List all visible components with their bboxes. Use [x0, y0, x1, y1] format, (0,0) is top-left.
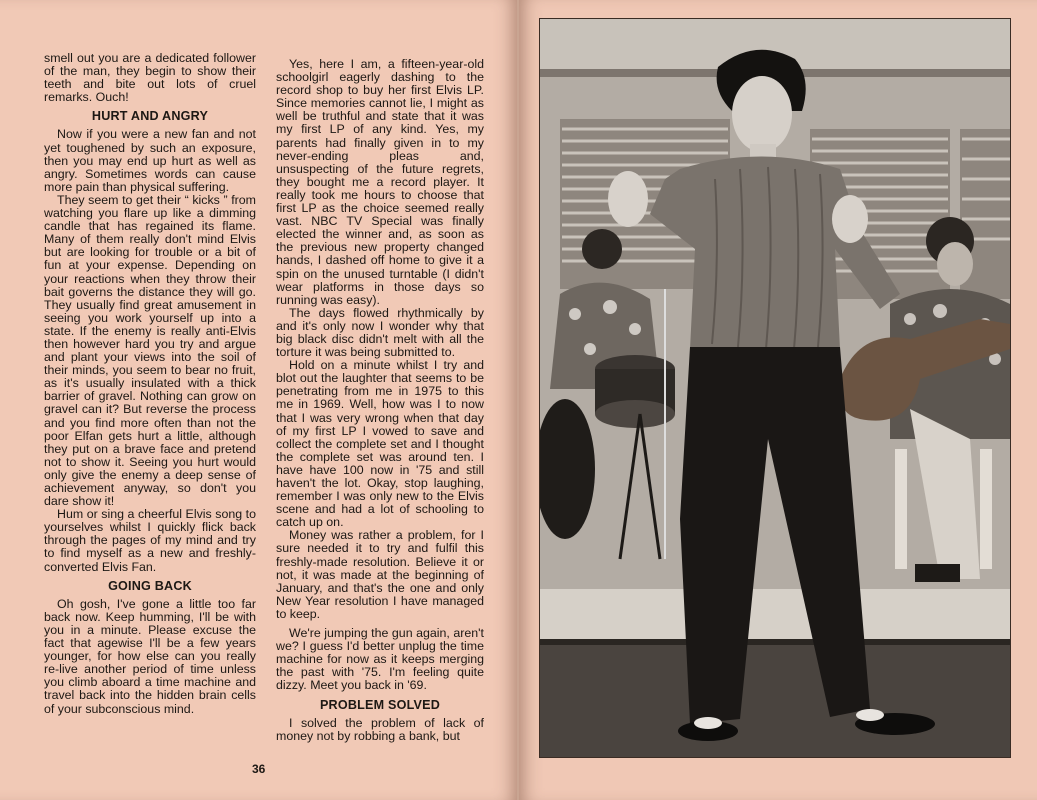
- paragraph: Oh gosh, I've gone a little too far back now. Keep humming, I'll be with you in a minute. Please excuse the fact that agewise I'll be a few years younger, for how else can you really re-live another period of time unless you climb aboard a time machine and travel back into the hidden brain cells of your subconscious mind.: [44, 596, 256, 716]
- text-column-2: [276, 58, 484, 743]
- paragraph: Now if you were a new fan and not yet toughened by such an exposure, then you may end up hurt as well as angry. Sometimes words can cause more pain than physical suffering.: [44, 127, 256, 194]
- paragraph: Yes, here I am, a fifteen-year-old schoolgirl eagerly dashing to the record shop to buy her first Elvis LP. Since memories cannot lie, I might as well be truthful and state that it was my first LP of any kind. Yes, my parents had finally given in to my never-ending pleas and, unsuspecting of the future regrets, they bought me a record player. It really took me hours to choose that first LP as the choice seemed really vast. NBC TV Special was finally elected the winner and, as soon as the previous new property changed hands, I dashed off home to give it a spin on the unused turntable (I didn't wear platforms in those days so running was easy).: [276, 57, 484, 307]
- page-number: 36: [252, 762, 266, 776]
- paragraph: They seem to get their “ kicks ” from watching you flare up like a dimming candle that has regained its flame. Many of them really don't mind Elvis but are looking for trouble or a bit of fun at your expense. Depending on your reactions when they throw their bait governs the distance they will go. They usually find great amusement in seeing you work yourself up into a state. If the enemy is really anti-Elvis then however hard you try and argue and plant your views into the soil of their minds, you seem to bear no fruit, as it's usually insulated with a thick barrier of gravel. Nothing can grow on gravel can it? But reverse the process and you find more often than not the poor Elfan gets hurt a little, although they put on a brave face and pretend not to show it. Seeing you hurt would only give the enemy a deep sense of achievement anyway, so don't you dare show it!: [44, 192, 256, 509]
- paragraph: Money was rather a problem, for I sure needed it to try and fulfil this freshly-made resolution. Believe it or not, it was made at the beginning of January, and that's the one and only New Year resolution I have managed to keep.: [276, 528, 484, 621]
- paragraph: We're jumping the gun again, aren't we? I guess I'd better unplug the time machine for now as it keeps merging the past with '75. I'm feeling quite dizzy. Meet you back in '69.: [276, 626, 484, 693]
- left-page: [0, 0, 517, 800]
- paragraph: smell out you are a dedicated follower of the man, they begin to show their teeth and bite out lots of cruel remarks. Ouch!: [44, 51, 256, 105]
- heading-going-back: GOING BACK: [108, 578, 192, 593]
- paragraph: I solved the problem of lack of money not by robbing a bank, but: [276, 715, 484, 743]
- performer-photo: [539, 18, 1011, 758]
- paragraph: The days flowed rhythmically by and it's only now I wonder why that big black disc didn't melt with all the torture it was being submitted to.: [276, 305, 484, 360]
- paragraph: Hold on a minute whilst I try and blot out the laughter that seems to be penetrating from me in 1975 to this me in 1969. Well, how was I to now that I was very wrong when that day of my first LP I vowed to save and collect the complete set and I thought the complete set was around ten. I have have 100 now in '75 and still haven't the lot. Okay, stop laughing, remember I was only new to the Elvis scene and had a lot of schooling to catch up on.: [276, 358, 484, 530]
- heading-hurt-and-angry: HURT AND ANGRY: [91, 109, 209, 124]
- paragraph: Hum or sing a cheerful Elvis song to yourselves whilst I quickly flick back through the pages of my mind and try to find myself as a new and freshly-converted Elvis Fan.: [44, 507, 256, 574]
- text-column-1: [44, 52, 256, 716]
- heading-problem-solved: PROBLEM SOLVED: [319, 697, 441, 712]
